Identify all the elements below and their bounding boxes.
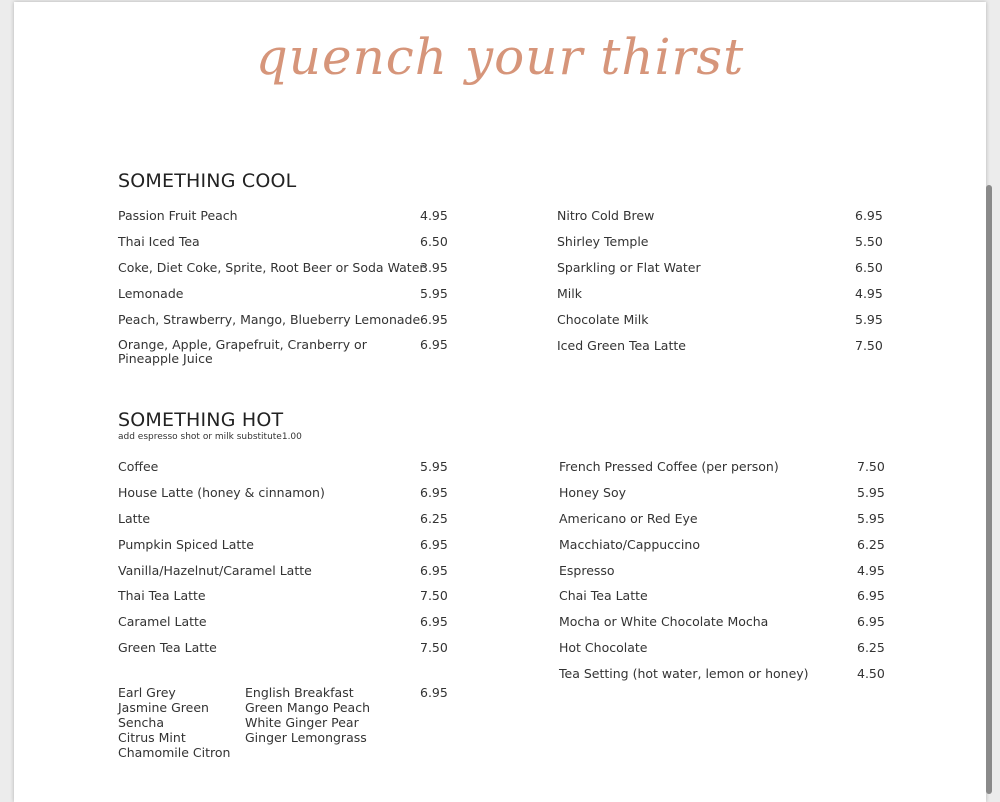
item-price: 5.95 bbox=[857, 511, 885, 526]
item-price: 6.25 bbox=[857, 537, 885, 552]
item-name: Chocolate Milk bbox=[557, 312, 649, 327]
item-price: 5.50 bbox=[855, 234, 883, 249]
item-name-continued: Pineapple Juice bbox=[118, 351, 213, 366]
item-price: 6.95 bbox=[420, 485, 448, 500]
tea-name: Earl Grey bbox=[118, 685, 176, 700]
item-name: Nitro Cold Brew bbox=[557, 208, 655, 223]
item-name: House Latte (honey & cinnamon) bbox=[118, 485, 325, 500]
item-price: 6.95 bbox=[420, 563, 448, 578]
item-name: Coke, Diet Coke, Sprite, Root Beer or Soda Water bbox=[118, 260, 425, 275]
item-name: Vanilla/Hazelnut/Caramel Latte bbox=[118, 563, 312, 578]
item-price: 6.25 bbox=[420, 511, 448, 526]
item-name: Latte bbox=[118, 511, 151, 526]
tea-name: Chamomile Citron bbox=[118, 745, 231, 760]
tea-price: 6.95 bbox=[420, 685, 448, 700]
item-name: Green Tea Latte bbox=[118, 640, 217, 655]
item-name: Pumpkin Spiced Latte bbox=[118, 537, 254, 552]
item-price: 6.95 bbox=[420, 312, 448, 327]
menu-title: quench your thirst bbox=[255, 28, 745, 86]
item-name: Shirley Temple bbox=[557, 234, 649, 249]
item-price: 6.95 bbox=[857, 588, 885, 603]
item-name: Americano or Red Eye bbox=[559, 511, 698, 526]
item-name: French Pressed Coffee (per person) bbox=[559, 459, 779, 474]
item-price: 5.95 bbox=[857, 485, 885, 500]
item-name: Honey Soy bbox=[559, 485, 627, 500]
item-price: 6.95 bbox=[420, 337, 448, 352]
item-price: 4.95 bbox=[857, 563, 885, 578]
item-name: Lemonade bbox=[118, 286, 184, 301]
item-price: 6.95 bbox=[857, 614, 885, 629]
menu-page bbox=[14, 2, 986, 802]
tea-column-2 bbox=[245, 685, 370, 745]
section-heading-hot: SOMETHING HOT bbox=[118, 409, 284, 431]
section-note: add espresso shot or milk substitute1.00 bbox=[118, 432, 302, 442]
tea-name: Sencha bbox=[118, 715, 165, 730]
item-name: Peach, Strawberry, Mango, Blueberry Lemonade bbox=[118, 312, 421, 327]
item-price: 6.50 bbox=[420, 234, 448, 249]
item-name: Orange, Apple, Grapefruit, Cranberry or bbox=[118, 337, 367, 352]
section-heading-cool: SOMETHING COOL bbox=[118, 170, 297, 192]
scrollbar[interactable] bbox=[986, 185, 992, 794]
tea-name: Citrus Mint bbox=[118, 730, 186, 745]
item-name: Macchiato/Cappuccino bbox=[559, 537, 700, 552]
tea-name: Ginger Lemongrass bbox=[245, 730, 367, 745]
item-price: 5.95 bbox=[420, 459, 448, 474]
item-name: Espresso bbox=[559, 563, 615, 578]
item-price: 7.50 bbox=[857, 459, 885, 474]
item-price: 6.95 bbox=[855, 208, 883, 223]
item-name: Thai Tea Latte bbox=[118, 588, 206, 603]
item-name: Iced Green Tea Latte bbox=[557, 338, 686, 353]
item-name: Coffee bbox=[118, 459, 159, 474]
item-name: Caramel Latte bbox=[118, 614, 207, 629]
item-price: 6.25 bbox=[857, 640, 885, 655]
item-name: Thai Iced Tea bbox=[118, 234, 200, 249]
item-price: 6.95 bbox=[420, 614, 448, 629]
item-price: 7.50 bbox=[420, 588, 448, 603]
item-price: 4.95 bbox=[420, 208, 448, 223]
item-price: 4.95 bbox=[855, 286, 883, 301]
item-price: 6.95 bbox=[420, 537, 448, 552]
item-name: Milk bbox=[557, 286, 582, 301]
item-name: Tea Setting (hot water, lemon or honey) bbox=[559, 666, 809, 681]
tea-name: Jasmine Green bbox=[118, 700, 209, 715]
item-price: 4.50 bbox=[857, 666, 885, 681]
item-name: Hot Chocolate bbox=[559, 640, 648, 655]
tea-name: White Ginger Pear bbox=[245, 715, 359, 730]
item-name: Sparkling or Flat Water bbox=[557, 260, 701, 275]
item-name: Mocha or White Chocolate Mocha bbox=[559, 614, 769, 629]
item-price: 7.50 bbox=[420, 640, 448, 655]
tea-name: Green Mango Peach bbox=[245, 700, 370, 715]
item-price: 3.95 bbox=[420, 260, 448, 275]
item-price: 7.50 bbox=[855, 338, 883, 353]
tea-name: English Breakfast bbox=[245, 685, 354, 700]
item-price: 5.95 bbox=[855, 312, 883, 327]
item-price: 6.50 bbox=[855, 260, 883, 275]
item-name: Passion Fruit Peach bbox=[118, 208, 238, 223]
tea-column-1 bbox=[118, 685, 230, 760]
item-price: 5.95 bbox=[420, 286, 448, 301]
item-name: Chai Tea Latte bbox=[559, 588, 648, 603]
